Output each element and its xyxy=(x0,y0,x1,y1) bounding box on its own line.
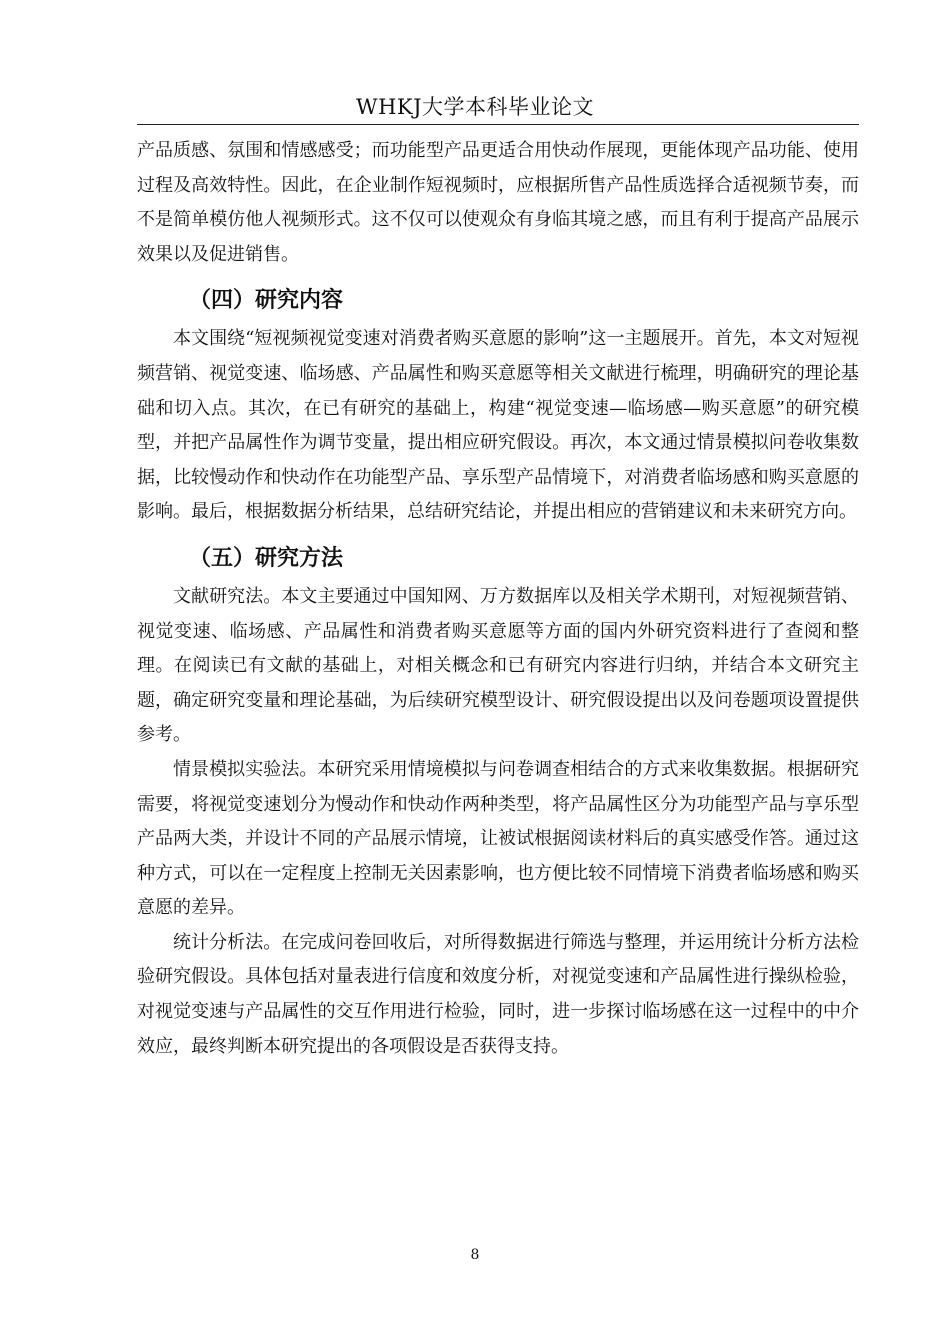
section-heading-research-content: （四）研究内容 xyxy=(189,288,344,314)
research-content-paragraph: 本文围绕“短视频视觉变速对消费者购买意愿的影响”这一主题展开。首先，本文对短视频营销、视觉变速、临场感、产品属性和购买意愿等相关文献进行梳理，明确研究的理论基础和切入点。其次，在已有研究的基础上，构建“视觉变速—临场感—购买意愿”的研究模型，并把产品属性作为调节变量，提出相应研究假设。再次，本文通过情景模拟问卷收集数据，比较慢动作和快动作在功能型产品、享乐型产品情境下，对消费者临场感和购买意愿的影响。最后，根据数据分析结果，总结研究结论，并提出相应的营销建议和未来研究方向。 xyxy=(137,328,859,523)
method-paragraph-statistics: 统计分析法。在完成问卷回收后，对所得数据进行筛选与整理，并运用统计分析方法检验研究假设。具体包括对量表进行信度和效度分析，对视觉变速和产品属性进行操纵检验，对视觉变速与产品属性的交互作用进行检验，同时，进一步探讨临场感在这一过程中的中介效应，最终判断本研究提出的各项假设是否获得支持。 xyxy=(137,931,859,1057)
method-paragraph-scenario: 情景模拟实验法。本研究采用情境模拟与问卷调查相结合的方式来收集数据。根据研究需要，将视觉变速划分为慢动作和快动作两种类型，将产品属性区分为功能型产品与享乐型产品两大类，并设计不同的产品展示情境，让被试根据阅读材料后的真实感受作答。通过这种方式，可以在一定程度上控制无关因素影响，也方便比较不同情境下消费者临场感和购买意愿的差异。 xyxy=(137,758,859,919)
page-number: 8 xyxy=(470,1247,480,1263)
intro-paragraph: 产品质感、氛围和情感感受；而功能型产品更适合用快动作展现，更能体现产品功能、使用过程及高效特性。因此，在企业制作短视频时，应根据所售产品性质选择合适视频节奏，而不是简单模仿他人视频形式。这不仅可以使观众有身临其境之感，而且有利于提高产品展示效果以及促进销售。 xyxy=(137,140,859,265)
section-heading-research-methods: （五）研究方法 xyxy=(189,545,344,571)
page-header-title: WHKJ大学本科毕业论文 xyxy=(355,95,594,119)
header-divider xyxy=(137,124,859,125)
page-body xyxy=(137,134,859,1064)
method-paragraph-literature: 文献研究法。本文主要通过中国知网、万方数据库以及相关学术期刊，对短视频营销、视觉变速、临场感、产品属性和消费者购买意愿等方面的国内外研究资料进行了查阅和整理。在阅读已有文献的基础上，对相关概念和已有研究内容进行归纳，并结合本文研究主题，确定研究变量和理论基础，为后续研究模型设计、研究假设提出以及问卷题项设置提供参考。 xyxy=(137,585,859,746)
